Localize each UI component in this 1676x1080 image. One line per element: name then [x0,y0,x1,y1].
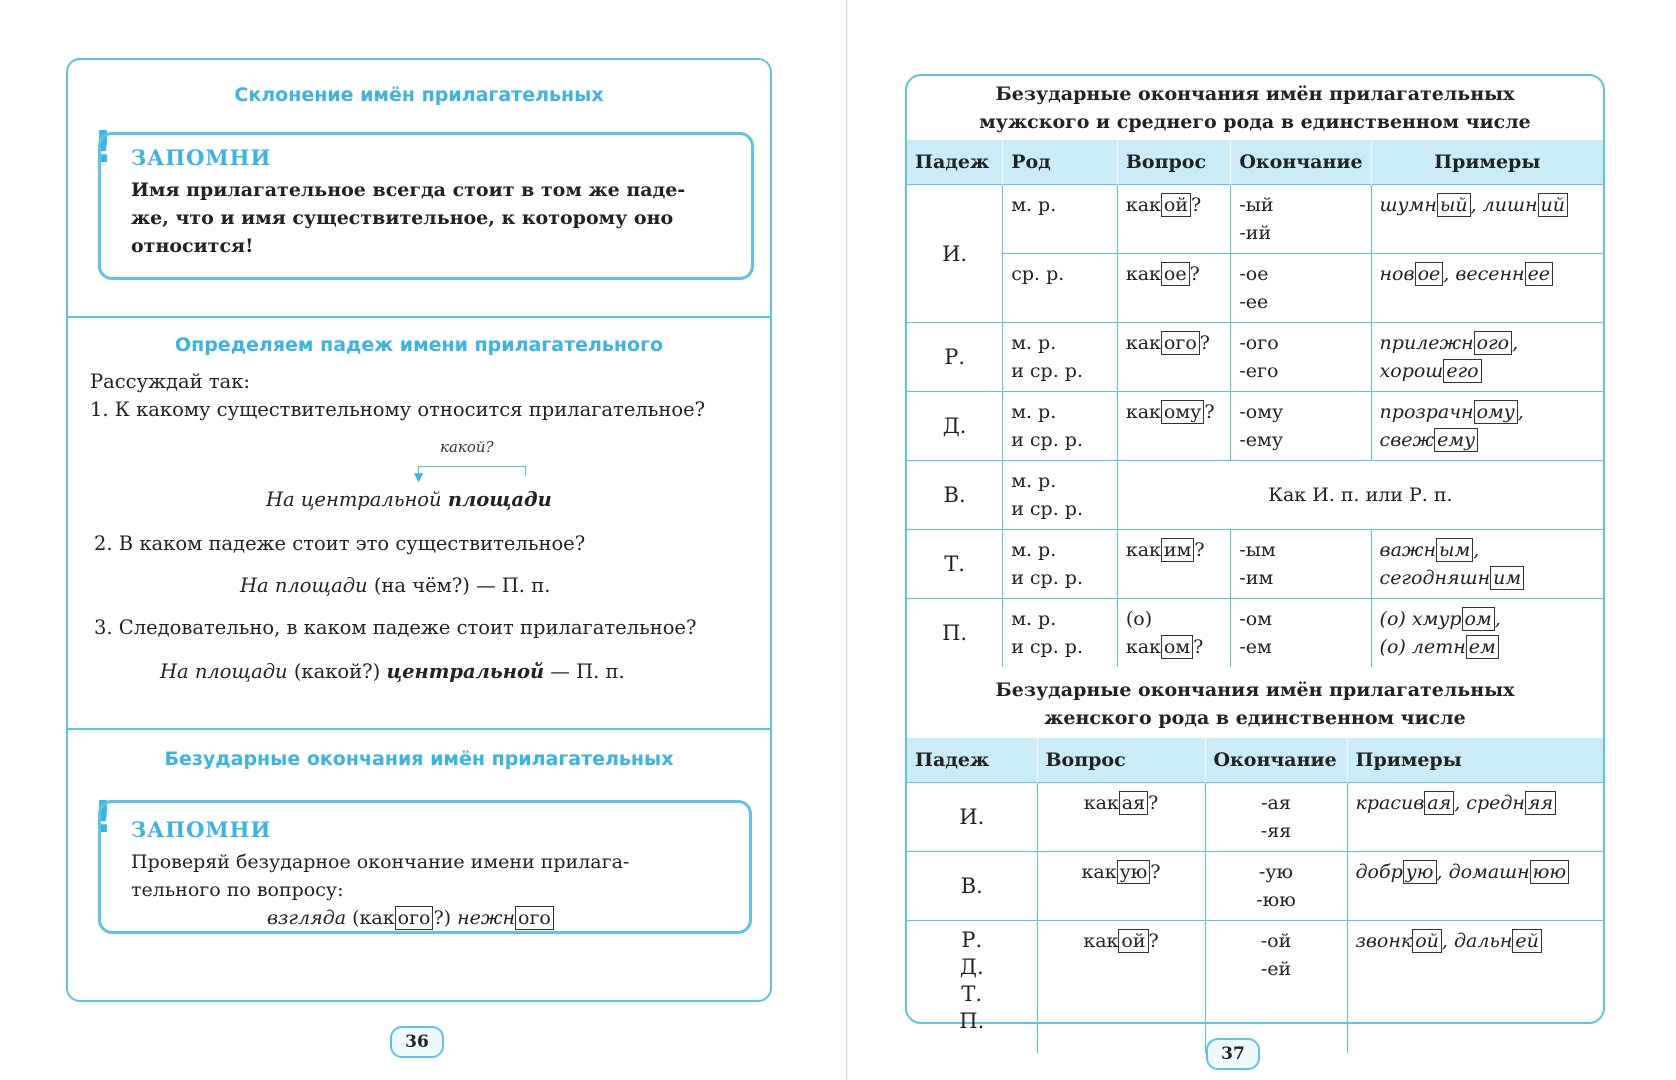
ending-cell: -ого -его [1231,323,1371,392]
ending-cell: -ое -ее [1231,254,1371,323]
ending-cell: -ую -юю [1205,852,1347,921]
question-cell: как ой ? [1037,921,1205,1054]
page-number-left: 36 [390,1026,444,1058]
table-row [907,254,1603,323]
table2-title-line2: женского рода в единственном числе [1044,707,1466,729]
table-masc-neut [907,140,1603,667]
table-row [907,185,1603,254]
exclamation-icon-2: ! [92,792,114,843]
header-examples: Примеры [1347,738,1603,783]
table-row [907,783,1603,852]
case-cell: В. [907,461,1003,530]
gender-cell: м. р. и ср. р. [1003,461,1118,530]
header-gender: Род [1003,140,1118,185]
memo2-line2: тельного по вопросу: [131,879,344,901]
header-ending: Окончание [1231,140,1371,185]
memo-text-line3: относится! [131,235,254,257]
gender-cell: м. р. [1003,185,1118,254]
header-question: Вопрос [1037,738,1205,783]
table-row [907,599,1603,668]
memo-text-line1: Имя прилагательное всегда стоит в том же паде- [131,179,686,201]
table-row [907,530,1603,599]
table-row [907,461,1603,530]
examples-cell: прилежн ого , хорош его [1371,323,1603,392]
examples-cell: важн ым , сегодняшн им [1371,530,1603,599]
examples-cell: (о) хмур ом , (о) летн ем [1371,599,1603,668]
gender-cell: м. р. и ср. р. [1003,392,1118,461]
table-row [907,323,1603,392]
case-cell: В. [907,852,1037,921]
section-divider [66,316,772,318]
examples-cell: прозрачн ому , свеж ему [1371,392,1603,461]
question-bracket [418,466,526,476]
memo-heading: ЗАПОМНИ [131,145,272,170]
gender-cell: м. р. и ср. р. [1003,599,1118,668]
memo-box-agreement [98,132,754,280]
question-cell: как ого ? [1117,323,1231,392]
examples-cell: шумн ый , лишн ий [1371,185,1603,254]
memo-text-line2: же, что и имя существительное, к которому оно [131,207,674,229]
gender-cell: ср. р. [1003,254,1118,323]
ending-cell: -ому -ему [1231,392,1371,461]
question-cell: как ая ? [1037,783,1205,852]
examples-cell: звонк ой , дальн ей [1347,921,1603,1054]
ending-cell: -ом -ем [1231,599,1371,668]
header-ending: Окончание [1205,738,1347,783]
section-title-determine-case: Определяем падеж имени прилагательного [174,334,664,356]
memo2-line1: Проверяй безударное окончание имени прилага- [131,851,630,873]
header-question: Вопрос [1117,140,1231,185]
section-title-unstressed: Безударные окончания имён прилагательных [164,748,674,770]
memo-box-check-ending [98,800,752,934]
example-2: На площади (на чём?) — П. п. [240,574,551,597]
question-note-kakoy: какой? [440,438,494,456]
gender-cell: м. р. и ср. р. [1003,530,1118,599]
left-page-title: Склонение имён прилагательных [234,84,604,106]
table-feminine [907,738,1603,1053]
case-cell: Д. [907,392,1003,461]
table-row [907,392,1603,461]
table-row [907,852,1603,921]
question-cell: как ое ? [1117,254,1231,323]
examples-cell: красив ая , средн яя [1347,783,1603,852]
section-divider-2 [66,728,772,730]
table1-title-line2: мужского и среднего рода в единственном числе [979,111,1531,133]
case-cell: Р. [907,323,1003,392]
ending-cell: -ая -яя [1205,783,1347,852]
case-cell: И. [907,185,1003,323]
question-3: 3. Следовательно, в каком падеже стоит прилагательное? [94,616,697,639]
memo-heading-2: ЗАПОМНИ [131,817,272,842]
question-cell: как ому ? [1117,392,1231,461]
header-examples: Примеры [1371,140,1603,185]
table2-title-line1: Безударные окончания имён прилагательных [995,679,1515,701]
arrow-down-icon: ▼ [414,470,424,484]
case-cell: П. [907,599,1003,668]
case-cell: Т. [907,530,1003,599]
header-case: Падеж [907,140,1003,185]
examples-cell: нов ое , весенн ее [1371,254,1603,323]
example-3: На площади (какой?) центральной — П. п. [160,660,625,683]
ending-cell: -ой -ей [1205,921,1347,1054]
question-2: 2. В каком падеже стоит это существительное? [94,532,586,555]
question-cell: (о) как ом ? [1117,599,1231,668]
question-1: 1. К какому существительному относится прилагательное? [90,398,706,421]
question-cell: как ой ? [1117,185,1231,254]
question-cell: как ую ? [1037,852,1205,921]
example-1: На центральной площади [266,488,552,511]
table2-header-row [907,738,1603,783]
page-number-right: 37 [1206,1038,1260,1070]
book-spine [846,0,848,1080]
gender-cell: м. р. и ср. р. [1003,323,1118,392]
table-row [907,921,1603,1054]
reasoning-intro: Рассуждай так: [90,370,250,393]
table1-title-line1: Безударные окончания имён прилагательных [995,83,1515,105]
ending-cell: -ый -ий [1231,185,1371,254]
case-cell: Р. Д. Т. П. [907,921,1037,1054]
header-case: Падеж [907,738,1037,783]
question-cell: как им ? [1117,530,1231,599]
memo2-example: взгляда (как ого ?) нежн ого [131,904,723,932]
span-cell: Как И. п. или Р. п. [1117,461,1603,530]
exclamation-icon: ! [92,122,114,173]
ending-cell: -ым -им [1231,530,1371,599]
examples-cell: добр ую , домашн юю [1347,852,1603,921]
case-cell: И. [907,783,1037,852]
table1-header-row [907,140,1603,185]
